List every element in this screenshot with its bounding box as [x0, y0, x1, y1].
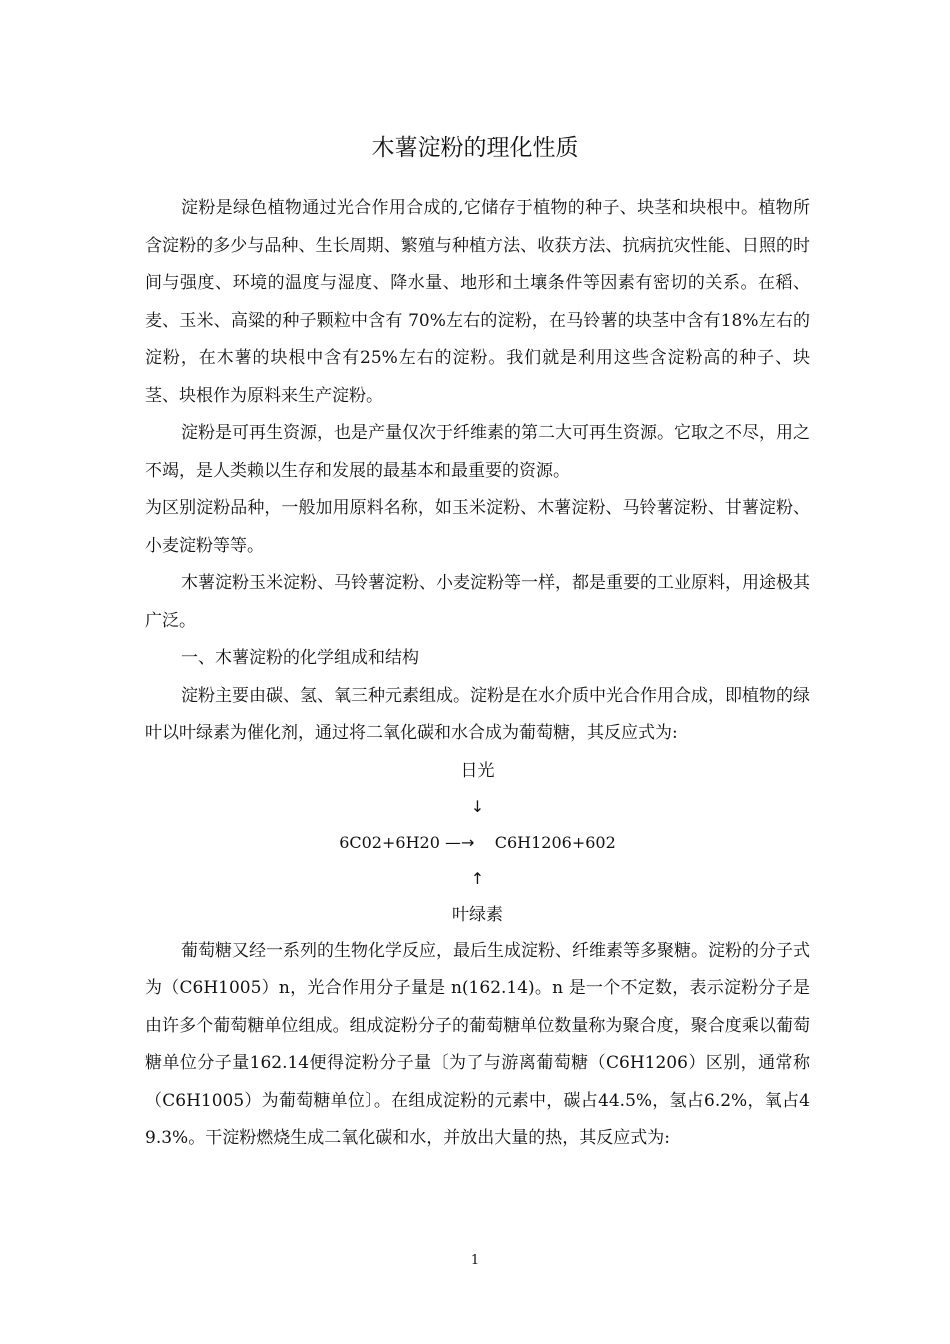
reaction-arrow-icon: —→ [444, 832, 475, 852]
equation-reactants: 6C02+6H20 [339, 832, 440, 852]
equation-sunlight-label: 日光 [460, 760, 495, 781]
up-arrow-icon: ↑ [470, 868, 485, 888]
paragraph-industrial-use: 木薯淀粉玉米淀粉、马铃薯淀粉、小麦淀粉等一样，都是重要的工业原料，用途极其广泛。 [145, 573, 810, 631]
paragraph-starch-varieties: 为区别淀粉品种，一般加用原料名称，如玉米淀粉、木薯淀粉、马铃薯淀粉、甘薯淀粉、小麦淀粉等等。 [145, 498, 810, 556]
page-number: 1 [470, 1253, 480, 1268]
paragraph-starch-origin: 淀粉是绿色植物通过光合作用合成的,它储存于植物的种子、块茎和块根中。植物所含淀粉的多少与品种、生长周期、繁殖与种植方法、收获方法、抗病抗灾性能、日照的时间与强度、环境的温度与湿度、降水量、地形和土壤条件等因素有密切的关系。在稻、麦、玉米、高粱的种子颗粒中含有 70%左右的淀粉，在马铃薯的块茎中含有18%左右的淀粉，在木薯的块根中含有25%左右的淀粉。我们就是利用这些含淀粉高的种子、块茎、块根作为原料来生产淀粉。 [145, 198, 810, 406]
paragraph-composition: 淀粉主要由碳、氢、氧三种元素组成。淀粉是在水介质中光合作用合成，即植物的绿叶以叶绿素为催化剂，通过将二氧化碳和水合成为葡萄糖，其反应式为: [145, 685, 810, 743]
photosynthesis-equation [145, 753, 810, 933]
document-title: 木薯淀粉的理化性质 [371, 135, 579, 161]
down-arrow-icon: ↓ [470, 796, 485, 816]
paragraph-renewable-resource: 淀粉是可再生资源，也是产量仅次于纤维素的第二大可再生资源。它取之不尽，用之不竭，是人类赖以生存和发展的最基本和最重要的资源。 [145, 423, 810, 481]
document-body [145, 190, 810, 1158]
equation-products: C6H1206+602 [494, 832, 616, 852]
equation-chlorophyll-label: 叶绿素 [452, 904, 503, 925]
equation-main-line [145, 825, 810, 861]
paragraph-glucose-polymer: 葡萄糖又经一系列的生物化学反应，最后生成淀粉、纤维素等多聚糖。淀粉的分子式为（C6H1005）n，光合作用分子量是 n(162.14)。n 是一个不定数，表示淀粉分子是由许多个葡萄糖单位组成。组成淀粉分子的葡萄糖单位数量称为聚合度，聚合度乘以葡萄糖单位分子量162.14便得淀粉分子量〔为了与游离葡萄糖（C6H1206）区别，通常称（C6H1005）为葡萄糖单位〕。在组成淀粉的元素中，碳占44.5%，氢占6.2%，氧占49.3%。干淀粉燃烧生成二氧化碳和水，并放出大量的热，其反应式为: [145, 940, 810, 1148]
section-heading-composition: 一、木薯淀粉的化学组成和结构 [181, 648, 419, 668]
